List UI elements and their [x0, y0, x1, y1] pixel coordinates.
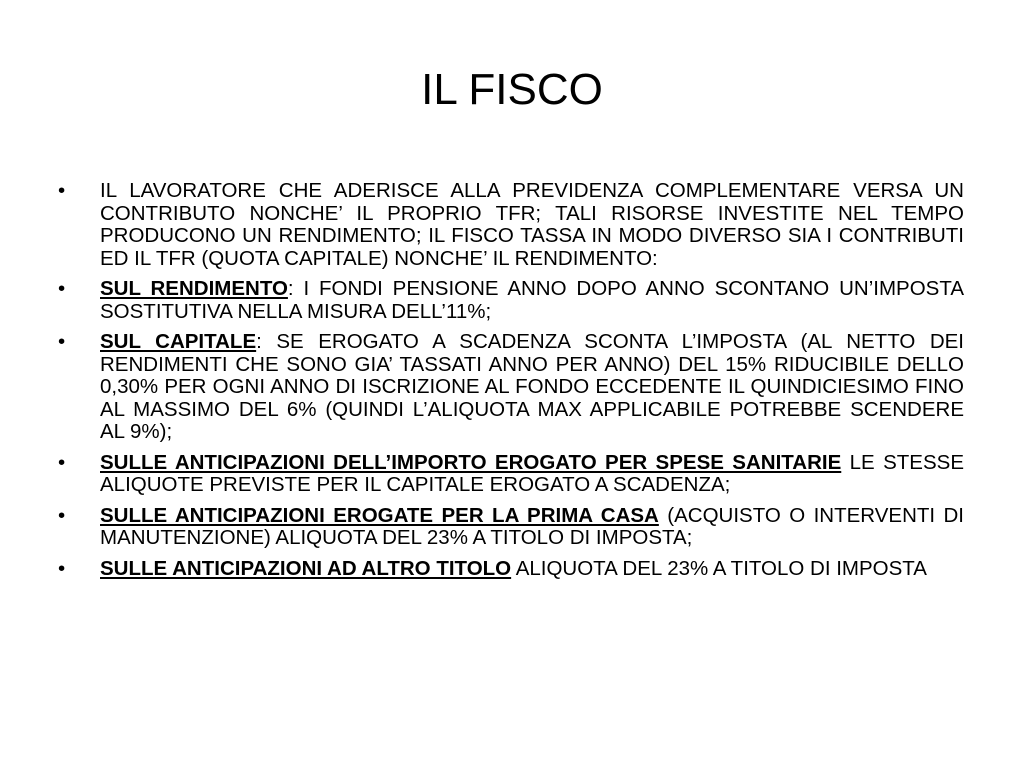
bullet-item — [58, 331, 964, 444]
bullet-lead: SULLE ANTICIPAZIONI AD ALTRO TITOLO — [100, 556, 512, 580]
bullet-item — [58, 505, 964, 550]
bullet-text: ALIQUOTA DEL 23% A TITOLO DI IMPOSTA — [511, 556, 927, 580]
bullet-item — [58, 558, 964, 581]
bullet-dot-icon: • — [58, 179, 66, 202]
bullet-lead: SUL RENDIMENTO — [100, 277, 288, 300]
bullet-text: : SE EROGATO A SCADENZA SCONTA L’IMPOSTA (AL NETTO DEI RENDIMENTI CHE SONO GIA’ TASSATI ANNO PER ANNO) DEL 15% RIDUCIBILE DELLO 0,30% PER OGNI ANNO DI ISCRIZIONE AL FONDO ECCEDENTE IL QUINDICIESIMO FINO AL MASSIMO DEL 6% (QUINDI L’ALIQUOTA MAX APPLICABILE POTREBBE SCENDERE AL 9%); — [100, 330, 964, 443]
bullet-item — [58, 180, 964, 270]
slide-title: IL FISCO — [421, 65, 603, 114]
bullet-text: LE STESSE ALIQUOTE PREVISTE PER IL CAPITALE EROGATO A SCADENZA; — [100, 450, 964, 496]
bullet-item — [58, 278, 964, 323]
bullet-item — [58, 452, 964, 497]
bullet-dot-icon: • — [58, 450, 66, 474]
bullet-lead: SUL CAPITALE — [100, 330, 257, 353]
bullet-text: (ACQUISTO O INTERVENTI DI MANUTENZIONE) ALIQUOTA DEL 23% A TITOLO DI IMPOSTA; — [100, 503, 965, 549]
bullet-text: IL LAVORATORE CHE ADERISCE ALLA PREVIDENZA COMPLEMENTARE VERSA UN CONTRIBUTO NONCHE’ IL PROPRIO TFR; TALI RISORSE INVESTITE NEL TEMPO PRODUCONO UN RENDIMENTO; IL FISCO TASSA IN MODO DIVERSO SIA I CONTRIBUTI ED IL TFR (QUOTA CAPITALE) NONCHE’ IL RENDIMENTO: — [100, 179, 964, 270]
bullet-text: : I FONDI PENSIONE ANNO DOPO ANNO SCONTANO UN’IMPOSTA SOSTITUTIVA NELLA MISURA DELL’11%; — [100, 277, 964, 323]
bullet-dot-icon: • — [58, 330, 66, 353]
bullet-dot-icon: • — [58, 503, 66, 527]
bullet-lead: SULLE ANTICIPAZIONI DELL’IMPORTO EROGATO PER SPESE SANITARIE — [100, 450, 842, 474]
bullet-list — [58, 180, 964, 588]
bullet-dot-icon: • — [58, 556, 66, 580]
bullet-dot-icon: • — [58, 277, 66, 300]
bullet-lead: SULLE ANTICIPAZIONI EROGATE PER LA PRIMA CASA — [100, 503, 659, 527]
